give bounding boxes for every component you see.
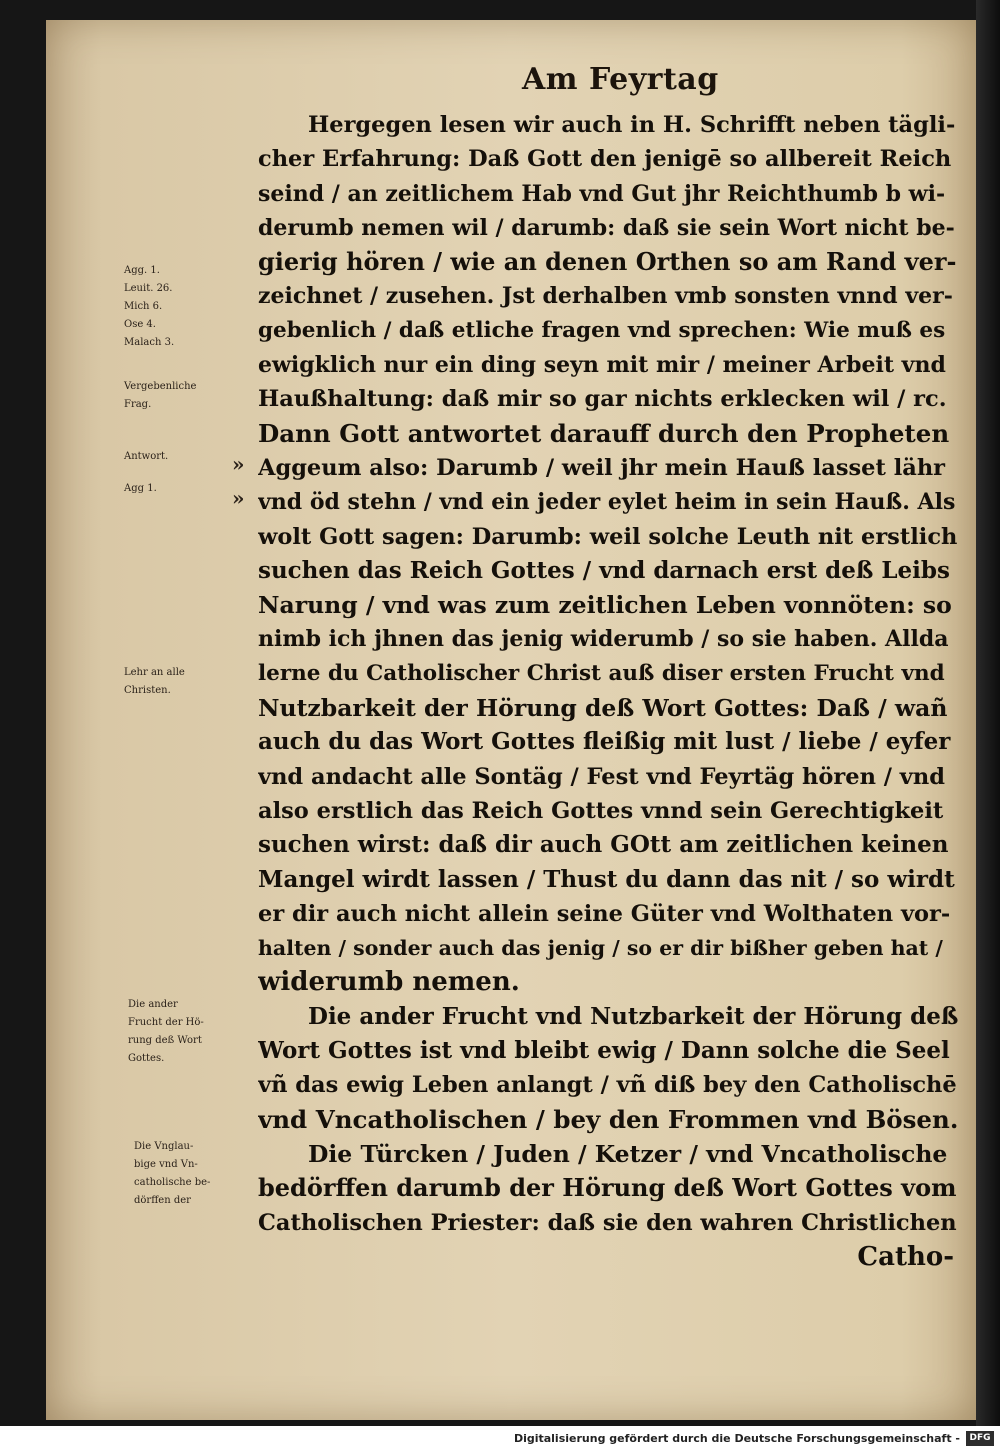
text-line: Dann Gott antwortet darauff durch den Propheten bbox=[258, 418, 950, 448]
text-line: Aggeum also: Darumb / weil jhr mein Hauß lasset lähr bbox=[258, 454, 946, 481]
margin-note-line: Frucht der Hö- bbox=[128, 1017, 204, 1028]
text-line: Nutzbarkeit der Hörung deß Wort Gottes: Daß / wañ bbox=[258, 694, 948, 723]
quote-mark: » bbox=[232, 486, 245, 510]
text-line: suchen das Reich Gottes / vnd darnach erst deß Leibs bbox=[258, 556, 950, 584]
margin-note-line: Gottes. bbox=[128, 1053, 165, 1064]
body-text bbox=[258, 108, 958, 1274]
margin-note-citations bbox=[124, 262, 254, 352]
margin-note-line: catholische be- bbox=[134, 1177, 211, 1188]
text-line: vñ das ewig Leben anlangt / vñ diß bey den Catholischē bbox=[258, 1072, 957, 1099]
text-line: Die Türcken / Juden / Ketzer / vnd Vncatholische bbox=[308, 1139, 948, 1168]
margin-note-line: Ose 4. bbox=[124, 319, 156, 330]
text-line: cher Erfahrung: Daß Gott den jenigē so allbereit Reich bbox=[258, 146, 952, 173]
text-line: gierig hören / wie an denen Orthen so am Rand ver- bbox=[258, 247, 957, 277]
running-head: Am Feyrtag bbox=[522, 62, 719, 97]
margin-note-line: Die Vnglau- bbox=[134, 1141, 194, 1152]
quote-mark: » bbox=[232, 452, 245, 476]
margin-note-lesson bbox=[124, 664, 254, 700]
margin-note-question bbox=[124, 378, 254, 414]
text-line: seind / an zeitlichem Hab vnd Gut jhr Reichthumb b wi- bbox=[258, 180, 946, 207]
text-line: also erstlich das Reich Gottes vnnd sein Gerechtigkeit bbox=[258, 797, 944, 824]
footer-credit: Digitalisierung gefördert durch die Deutsche Forschungsgemeinschaft - bbox=[513, 1432, 960, 1445]
margin-note-line: Leuit. 26. bbox=[124, 283, 173, 294]
dfg-logo: DFG bbox=[966, 1431, 994, 1446]
text-line: Die ander Frucht vnd Nutzbarkeit der Hörung deß bbox=[308, 1002, 958, 1030]
margin-note-line: Agg. 1. bbox=[124, 265, 160, 276]
margin-note-line: Vergebenliche bbox=[124, 381, 197, 392]
text-line: bedörffen darumb der Hörung deß Wort Gottes vom bbox=[258, 1173, 957, 1203]
text-line: Catholischen Priester: daß sie den wahren Christlichen bbox=[258, 1209, 957, 1236]
text-line: Haußhaltung: daß mir so gar nichts erklecken wil / rc. bbox=[258, 386, 947, 413]
text-line: halten / sonder auch das jenig / so er dir bißher geben hat / bbox=[258, 936, 943, 961]
margin-note-second-fruit bbox=[128, 996, 258, 1068]
text-line: Narung / vnd was zum zeitlichen Leben vonnöten: so bbox=[258, 591, 952, 620]
text-line: auch du das Wort Gottes fleißig mit lust / liebe / eyfer bbox=[258, 728, 951, 756]
text-line: ewigklich nur ein ding seyn mit mir / meiner Arbeit vnd bbox=[258, 352, 946, 379]
margin-note-line: Antwort. bbox=[124, 451, 169, 462]
page-edge-shadow bbox=[976, 0, 1000, 1426]
text-line: nimb ich jhnen das jenig widerumb / so sie haben. Allda bbox=[258, 626, 949, 653]
text-line: gebenlich / daß etliche fragen vnd sprechen: Wie muß es bbox=[258, 317, 946, 343]
margin-note-line: rung deß Wort bbox=[128, 1035, 202, 1046]
text-line: er dir auch nicht allein seine Güter vnd Wolthaten vor- bbox=[258, 900, 951, 927]
footer-bar bbox=[0, 1426, 1000, 1452]
catchword: Catho- bbox=[857, 1241, 954, 1272]
text-line: Mangel wirdt lassen / Thust du dann das nit / so wirdt bbox=[258, 865, 955, 893]
text-line: widerumb nemen. bbox=[258, 967, 520, 998]
text-line: Hergegen lesen wir auch in H. Schrifft neben tägli- bbox=[308, 112, 956, 138]
text-line: Wort Gottes ist vnd bleibt ewig / Dann solche die Seel bbox=[258, 1037, 950, 1065]
text-line: suchen wirst: daß dir auch GOtt am zeitlichen keinen bbox=[258, 831, 949, 859]
margin-note-line: Frag. bbox=[124, 399, 152, 410]
text-line: zeichnet / zusehen. Jst derhalben vmb sonsten vnnd ver- bbox=[258, 283, 953, 310]
margin-note-line: Mich 6. bbox=[124, 301, 163, 312]
margin-note-line: Lehr an alle bbox=[124, 667, 185, 678]
text-line: lerne du Catholischer Christ auß diser ersten Frucht vnd bbox=[258, 660, 945, 686]
margin-note-line: dörffen der bbox=[134, 1195, 191, 1206]
text-line: vnd öd stehn / vnd ein jeder eylet heim in sein Hauß. Als bbox=[258, 489, 956, 516]
text-line: derumb nemen wil / darumb: daß sie sein Wort nicht be- bbox=[258, 214, 955, 241]
text-line: vnd andacht alle Sontäg / Fest vnd Feyrtäg hören / vnd bbox=[258, 763, 945, 790]
text-line: vnd Vncatholischen / bey den Frommen vnd Bösen. bbox=[258, 1104, 958, 1134]
margin-note-unbelievers bbox=[134, 1138, 264, 1210]
margin-note-line: Agg 1. bbox=[124, 483, 157, 494]
margin-note-line: Die ander bbox=[128, 999, 178, 1010]
margin-note-line: bige vnd Vn- bbox=[134, 1159, 198, 1170]
margin-note-line: Christen. bbox=[124, 685, 171, 696]
text-line: wolt Gott sagen: Darumb: weil solche Leuth nit erstlich bbox=[258, 523, 958, 550]
margin-note-line: Malach 3. bbox=[124, 337, 175, 348]
